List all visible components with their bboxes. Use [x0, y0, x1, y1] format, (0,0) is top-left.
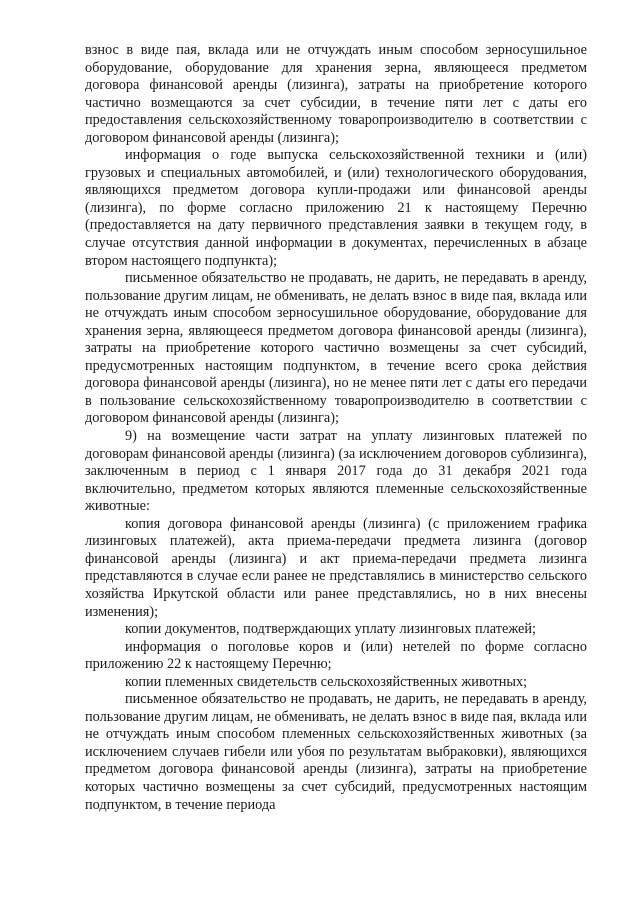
paragraph-1: взнос в виде пая, вклада или не отчуждать иным способом зерносушильное оборудование, оборудование для хранения зерна, являющееся предметом договора финансовой аренды (лизинга), затраты на приобретение которого частично возмещаются за счет субсидии, в течение пяти лет с даты его предоставления сельскохозяйственному товаропроизводителю в соответствии с договором финансовой аренды (лизинга);: [85, 42, 587, 146]
paragraph-9: письменное обязательство не продавать, не дарить, не передавать в аренду, пользование другим лицам, не обменивать, не делать взнос в виде пая, вклада или не отчуждать иным способом племенных сельскохозяйственных животных (за исключением случаев гибели или убоя по результатам выбраковки), являющихся предметом договора финансовой аренды (лизинга), затраты на приобретение которых частично возмещены за счет субсидий, предусмотренных настоящим подпунктом, в течение периода: [85, 691, 587, 813]
paragraph-3: письменное обязательство не продавать, не дарить, не передавать в аренду, пользование другим лицам, не обменивать, не делать взнос в виде пая, вклада или не отчуждать иным способом зерносушильное оборудование, оборудование для хранения зерна, являющееся предметом договора финансовой аренды (лизинга), затраты на приобретение которого частично возмещены за счет субсидий, предусмотренных настоящим подпунктом, в течение всего срока действия договора финансовой аренды (лизинга), но не менее пяти лет с даты его передачи в пользование сельскохозяйственному товаропроизводителю в соответствии с договором финансовой аренды (лизинга);: [85, 270, 587, 427]
paragraph-2: информация о годе выпуска сельскохозяйственной техники и (или) грузовых и специальных автомобилей, и (или) технологического оборудования, являющихся предметом договора купли-продажи или финансовой аренды (лизинга), по форме согласно приложению 21 к настоящему Перечню (предоставляется на дату первичного представления заявки в текущем году, в случае отсутствия данной информации в документах, перечисленных в абзаце втором настоящего подпункта);: [85, 147, 587, 269]
paragraph-7: информация о поголовье коров и (или) нетелей по форме согласно приложению 22 к настоящему Перечню;: [85, 638, 587, 673]
document-page: [85, 42, 587, 814]
paragraph-8: копии племенных свидетельств сельскохозяйственных животных;: [125, 673, 528, 690]
paragraph-5: копия договора финансовой аренды (лизинга) (с приложением графика лизинговых платежей), акта приема-передачи предмета лизинга (договор финансовой аренды (лизинга) и акт приема-передачи предмета лизинга представляются в случае если ранее не представлялись в министерство сельского хозяйства Иркутской области или ранее представлялись, но в них внесены изменения);: [85, 515, 587, 620]
paragraph-6: копии документов, подтверждающих уплату лизинговых платежей;: [125, 621, 536, 638]
paragraph-4: 9) на возмещение части затрат на уплату лизинговых платежей по договорам финансовой аренды (лизинга) (за исключением договоров сублизинга), заключенным в период с 1 января 2017 года до 31 декабря 2021 года включительно, предметом которых являются племенные сельскохозяйственные животные:: [85, 428, 587, 515]
